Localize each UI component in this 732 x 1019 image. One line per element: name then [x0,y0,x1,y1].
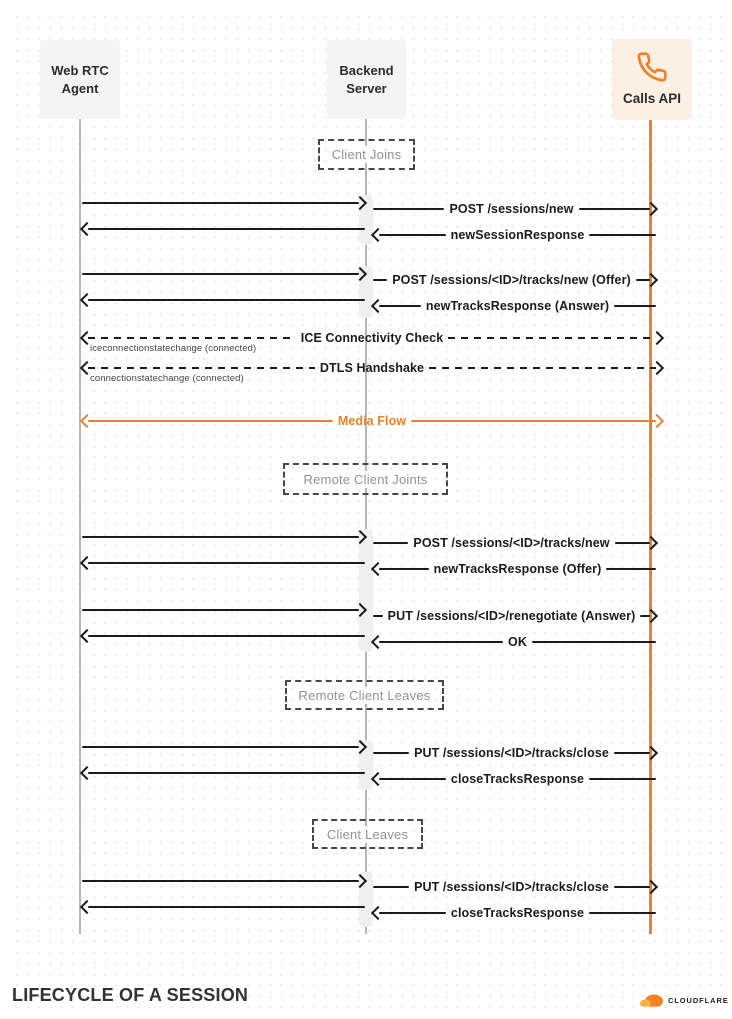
arrowhead-left-icon [80,414,94,428]
arrow-label: newTracksResponse (Answer) [425,299,610,313]
arrow-backend-to-agent [82,766,365,780]
arrow-line [532,641,656,644]
event-subtext: iceconnectionstatechange (connected) [90,343,257,354]
arrow-line [379,234,446,237]
arrowhead-right-icon [644,746,658,760]
arrow-line [589,912,656,915]
phase-client-joins [318,139,415,170]
actor-label: Web RTC Agent [51,62,109,96]
arrow-new-tracks-response-offer [373,562,656,576]
phase-remote-client-leaves [285,680,444,710]
lifeline-web-rtc-agent [79,119,81,934]
arrow-backend-to-agent [82,222,365,236]
arrow-label: Media Flow [337,414,407,428]
arrowhead-right-icon [644,536,658,550]
arrow-label: PUT /sessions/<ID>/renegotiate (Answer) [387,609,636,623]
arrowhead-left-icon [80,766,94,780]
arrow-post-tracks-new-offer [373,273,656,287]
arrow-line [373,752,409,755]
phase-label: Remote Client Joints [299,471,433,488]
arrow-line [411,420,656,423]
arrowhead-right-icon [353,267,367,281]
arrowhead-left-icon [80,293,94,307]
arrow-put-tracks-close-1 [373,746,656,760]
arrowhead-left-icon [80,900,94,914]
arrow-line [82,746,359,749]
phase-label: Client Joins [327,146,407,163]
phone-icon [636,51,668,83]
arrow-label: newTracksResponse (Offer) [433,562,602,576]
arrow-line [88,906,365,909]
arrow-line [579,208,650,211]
arrow-line [429,367,656,370]
arrow-backend-to-agent [82,629,365,643]
arrow-label: closeTracksResponse [450,906,585,920]
arrowhead-right-icon [353,530,367,544]
arrow-label: closeTracksResponse [450,772,585,786]
actor-calls-api [612,39,692,120]
arrowhead-left-icon [371,562,385,576]
arrow-backend-to-agent [82,293,365,307]
cloudflare-wordmark: CLOUDFLARE [668,995,729,1005]
arrow-line [88,367,315,370]
arrow-agent-to-backend [82,740,365,754]
cloudflare-logo [639,990,729,1010]
arrowhead-left-icon [371,635,385,649]
arrow-line [589,778,656,781]
page-title: LIFECYCLE OF A SESSION [12,985,249,1005]
arrowhead-left-icon [371,772,385,786]
arrow-agent-to-backend [82,603,365,617]
arrowhead-left-icon [80,629,94,643]
actor-web-rtc-agent [40,40,120,119]
arrowhead-right-icon [353,603,367,617]
arrow-label: PUT /sessions/<ID>/tracks/close [414,880,609,894]
arrowhead-right-icon [644,609,658,623]
phase-client-leaves [312,819,423,849]
arrow-line [379,305,421,308]
actor-label: Calls API [622,90,682,106]
arrow-backend-to-agent [82,900,365,914]
arrow-label: OK [508,635,527,649]
arrow-post-sessions-new [373,202,656,216]
lifeline-calls-api [649,120,652,934]
arrowhead-left-icon [371,228,385,242]
arrow-line [88,299,365,302]
arrow-label: POST /sessions/<ID>/tracks/new [413,536,610,550]
phase-remote-client-joints [283,463,448,495]
arrow-line [88,337,296,340]
phase-label: Client Leaves [322,826,413,843]
arrow-agent-to-backend [82,267,365,281]
arrow-line [88,635,365,638]
arrow-line [614,305,656,308]
arrow-agent-to-backend [82,196,365,210]
arrow-new-tracks-response-answer [373,299,656,313]
arrow-line [379,641,503,644]
arrow-line [82,609,359,612]
arrow-line [88,772,365,775]
arrow-post-tracks-new [373,536,656,550]
arrow-line [82,880,359,883]
arrow-line [606,568,656,571]
arrow-line [373,886,409,889]
arrow-label: POST /sessions/<ID>/tracks/new (Offer) [392,273,631,287]
event-subtext: connectionstatechange (connected) [90,373,244,384]
arrow-line [82,202,359,205]
arrow-media-flow [82,414,662,428]
arrowhead-right-icon [353,874,367,888]
cloudflare-cloud-icon [639,992,665,1009]
arrow-line [373,279,387,282]
phase-label: Remote Client Leaves [294,687,436,704]
arrow-put-renegotiate-answer [373,609,656,623]
arrow-label: POST /sessions/new [449,202,574,216]
arrowhead-right-icon [353,740,367,754]
arrow-line [379,778,446,781]
arrowhead-right-icon [353,196,367,210]
arrow-line [373,542,408,545]
arrowhead-left-icon [80,222,94,236]
arrowhead-right-icon [650,331,664,345]
arrow-agent-to-backend [82,874,365,888]
arrowhead-left-icon [371,906,385,920]
arrow-line [373,615,383,618]
actor-label: Backend Server [339,62,394,96]
arrow-line [589,234,656,237]
arrow-label: newSessionResponse [450,228,585,242]
arrowhead-left-icon [80,556,94,570]
arrowhead-right-icon [650,414,664,428]
arrow-ok [373,635,656,649]
arrow-line [379,912,446,915]
arrow-agent-to-backend [82,530,365,544]
arrow-line [88,420,333,423]
arrow-backend-to-agent [82,556,365,570]
arrow-line [373,208,444,211]
arrowhead-left-icon [371,299,385,313]
arrow-close-tracks-response-2 [373,906,656,920]
arrow-line [448,337,656,340]
arrow-label: DTLS Handshake [319,361,425,375]
arrow-line [379,568,429,571]
arrow-line [88,562,365,565]
arrow-close-tracks-response-1 [373,772,656,786]
arrow-put-tracks-close-2 [373,880,656,894]
arrowhead-right-icon [644,880,658,894]
arrow-new-session-response [373,228,656,242]
arrow-line [82,273,359,276]
arrow-line [82,536,359,539]
arrow-line [88,228,365,231]
arrow-label: ICE Connectivity Check [300,331,444,345]
actor-backend-server [327,40,406,119]
arrowhead-right-icon [650,361,664,375]
arrowhead-right-icon [644,202,658,216]
arrowhead-right-icon [644,273,658,287]
arrow-label: PUT /sessions/<ID>/tracks/close [414,746,609,760]
